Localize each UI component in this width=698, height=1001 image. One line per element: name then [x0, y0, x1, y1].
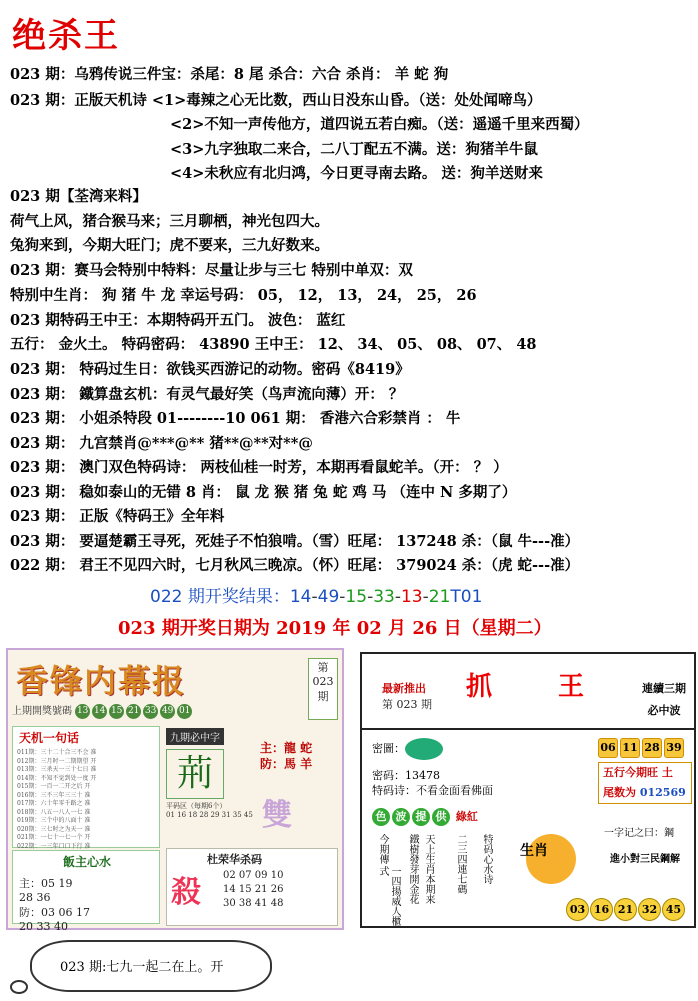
fanzhu-box [12, 850, 160, 933]
result-separator: - [339, 587, 346, 607]
line: 022 期： 君王不见四六时，七月秋风三晚凉。（怀）旺尾： 379024 杀：（虎 蛇---准） [10, 557, 580, 574]
tianji-title: 天机一句话 [19, 731, 80, 745]
nine-issue-box [166, 726, 256, 822]
result-number: T01 [450, 587, 483, 607]
bubble-tail [10, 980, 28, 994]
result-number: 15 [345, 587, 368, 607]
tianji-row: 018期：八五一八人一七 准 [17, 808, 91, 816]
line: 023 期：赛马会特别中特料：尽量让步与三七 特别中单双：双 [10, 262, 413, 279]
nine-issue-char: 荊 [166, 749, 224, 799]
line: <2>不知一声传他方，道四说五若白痴。（送：遥遥千里来西蜀） [170, 116, 589, 133]
line: 五行： 金火土。 特码密码： 43890 王中王： 12、 34、 05、 08、 07、 48 [10, 336, 537, 353]
kill-numbers [223, 869, 283, 911]
kill-title: 杜荣华杀码 [207, 853, 262, 866]
vertical-text: 鐵樹發芽開金花 [407, 834, 418, 904]
lian-line: 連續三期 [642, 682, 686, 695]
mi-image-icon [405, 738, 443, 760]
left-panel-title: 香锋内幕报 [16, 662, 187, 700]
tags-after: 綠紅 [455, 810, 478, 823]
result-number: 49 [317, 587, 340, 607]
result-numbers [290, 587, 483, 607]
line: 023 期： 九宫禁肖@***@** 猪**@**对**@ [10, 435, 313, 452]
line: 023 期：正版天机诗 <1>毒辣之心无比数，西山日没东山昏。（送：处处闻啼鸟） [10, 92, 542, 109]
number-tile: 28 [642, 738, 662, 758]
divider [362, 728, 694, 730]
zhu-fang [260, 740, 312, 772]
wuxing-box [598, 762, 692, 804]
left-panel-issue: 第023期 [308, 658, 338, 720]
last-draw-result [150, 582, 482, 607]
right-numbers [598, 736, 686, 758]
result-number: 21 [428, 587, 451, 607]
line: 023 期【荃湾来料】 [10, 188, 147, 205]
tianji-row: 013期：三杀天一三十七日 准 [17, 766, 97, 773]
shengxiao-label: 生肖 [520, 843, 548, 859]
vertical-text: 天上生肖本期来 [423, 834, 434, 904]
line: 023 期： 特码过生日：欲钱买西游记的动物。密码《8419》 [10, 361, 410, 378]
line: 023 期： 鐵算盘玄机：有灵气最好笑（鸟声流向薄）开： ？ [10, 386, 404, 403]
line: 023 期： 稳如泰山的无错 8 肖： 鼠 龙 猴 猪 兔 蛇 鸡 马 （连中 N 多期了） [10, 484, 517, 501]
vertical-text: 二三四連七碼 [455, 834, 466, 894]
fang-line: 防：馬 羊 [260, 757, 313, 771]
tianji-rows [17, 749, 155, 860]
ball: 32 [638, 898, 661, 921]
ball: 45 [662, 898, 685, 921]
ball: 21 [614, 898, 637, 921]
tail-value: 012569 [639, 786, 686, 799]
nine-issue-sub: 平码区（每期6个） [166, 802, 227, 810]
balls-label: 上期開獎號碼 [12, 706, 72, 717]
fanzhu-line: 28 36 [19, 891, 51, 904]
yi-zi-text: 一字记之曰：鋼 [604, 828, 674, 839]
new-label: 最新推出 [382, 682, 426, 695]
result-separator: - [311, 587, 318, 607]
ball: 03 [566, 898, 589, 921]
ball: 49 [160, 704, 175, 719]
mi-code-label: 密码： [372, 769, 405, 782]
result-number: 33 [373, 587, 395, 607]
kill-row: 02 07 09 10 [223, 870, 284, 881]
kill-char: 殺 [171, 875, 201, 910]
tianji-row: 020期：三七时之为天一 准 [17, 825, 91, 833]
tianji-row: 016期：三不三年三三十 准 [17, 791, 91, 799]
shuang-char: 雙 [262, 798, 292, 833]
wuxing-label: 五行今期旺 [603, 766, 658, 779]
nine-issue-nums: 01 16 18 28 29 31 35 45 [166, 811, 253, 819]
ball: 33 [143, 704, 158, 719]
bubble-text: 023 期:七九一起二在上。开 [60, 960, 224, 975]
tianji-row: 015期：一百一二开之后 开 [17, 783, 91, 790]
ball: 21 [126, 704, 141, 719]
tianji-box [12, 726, 160, 848]
right-panel [360, 652, 696, 928]
number-tile: 11 [620, 738, 640, 758]
tianji-row: 012期：三月时一二期期望 开 [17, 757, 97, 765]
bottom-balls [566, 898, 686, 921]
kill-row: 30 38 41 48 [223, 898, 284, 909]
ball: 13 [75, 704, 90, 719]
line: 023 期： 澳门双色特码诗： 两枝仙桂一时芳，本期再看鼠蛇羊。（开： ？ ） [10, 459, 508, 476]
wuxing-value: 土 [661, 766, 673, 779]
line: 023 期： 正版《特码王》全年料 [10, 508, 225, 525]
tianji-row: 011期：三十二十合三不会 准 [17, 749, 97, 756]
line: 荷气上风，猪合猴马来；三月聊栖，神光包四大。 [10, 213, 329, 230]
result-number: 13 [400, 587, 423, 607]
left-panel [6, 648, 344, 933]
tianji-row: 022期：一三年口口下行 准 [17, 842, 91, 850]
kill-box [166, 848, 338, 926]
nine-issue-tag: 九期必中字 [166, 728, 224, 745]
vertical-text: 一四揚威人櫃式 [377, 866, 400, 926]
tianji-row: 019期：三个中的八面十 准 [17, 817, 91, 824]
lian-line: 必中波 [647, 704, 681, 717]
fanzhu-title: 飯主心水 [63, 855, 112, 869]
right-head: 抓王 [466, 672, 651, 702]
tag: 色 [372, 808, 390, 826]
fanzhu-line: 20 33 40 [19, 920, 68, 933]
fanzhu-line: 主：05 19 [19, 877, 73, 890]
result-label: 022 期开奖结果： [150, 587, 290, 607]
ball: 15 [109, 704, 124, 719]
tianji-row: 021期：一七十一七一个 开 [17, 834, 91, 841]
draw-date: 023 期开奖日期为 2019 年 02 月 26 日（星期二） [118, 618, 552, 639]
line: 特别中生肖： 狗 猪 牛 龙 幸运号码： 05， 12， 13， 24， 25， 26 [10, 287, 477, 304]
tianji-row: 014期：不知不觉到处一度 开 [17, 774, 97, 782]
line: 023 期：乌鸦传说三件宝：杀尾：8 尾 杀合：六合 杀肖： 羊 蛇 狗 [10, 66, 449, 83]
line: <4>未秋应有北归鸿，今日更寻南去路。 送：狗羊送财来 [170, 165, 543, 182]
mi-box [372, 738, 492, 802]
fanzhu-line: 防：03 06 17 [19, 906, 90, 919]
vertical-text: 特码心水诗 [481, 834, 492, 884]
mi-poem: 不看金面看佛面 [416, 784, 493, 797]
tail-label: 尾数为 [603, 786, 636, 799]
line: 023 期： 要逼楚霸王寻死，死娃子不怕狼啃。（雪）旺尾： 137248 杀：（鼠 牛---准） [10, 533, 580, 550]
mi-code: 13478 [405, 769, 440, 782]
mi-label: 密圖： [372, 742, 405, 755]
tag: 波 [392, 808, 410, 826]
mi-poem-label: 特码诗： [372, 784, 416, 797]
right-issue: 第 023 期 [382, 698, 432, 711]
line: <3>九字独取二来合，二八丁配五不满。送：狗猪羊牛鼠 [170, 141, 538, 158]
result-separator: - [394, 587, 401, 607]
line: 兔狗来到，今期大旺门；虎不要来，三九好数来。 [10, 237, 329, 254]
kill-row: 14 15 21 26 [223, 884, 284, 895]
yi-zi-text-2: 進小對三民鋼解 [610, 854, 680, 865]
zhu-line: 主：龍 蛇 [260, 741, 313, 755]
ball: 16 [590, 898, 613, 921]
line: 023 期： 小姐杀特段 01--------10 061 期： 香港六合彩禁肖 ： 牛 [10, 410, 461, 427]
ball: 14 [92, 704, 107, 719]
line: 023 期特码王中王：本期特码开五门。 波色： 蓝红 [10, 312, 346, 329]
lian-text [642, 678, 686, 722]
result-number: 14 [289, 587, 312, 607]
ball: 01 [177, 704, 192, 719]
fanzhu-numbers [19, 875, 90, 933]
tag: 供 [432, 808, 450, 826]
result-separator: - [422, 587, 429, 607]
number-tile: 06 [598, 738, 618, 758]
page-title: 绝杀王 [12, 16, 120, 56]
number-tile: 39 [664, 738, 684, 758]
tag: 提 [412, 808, 430, 826]
tianji-row: 017期：六十年零千路之 准 [17, 800, 91, 807]
vertical-text: 今期傳 [377, 834, 388, 864]
speech-bubble [30, 940, 272, 992]
result-separator: - [367, 587, 374, 607]
color-tags [372, 808, 478, 826]
last-balls-bar [12, 702, 282, 720]
